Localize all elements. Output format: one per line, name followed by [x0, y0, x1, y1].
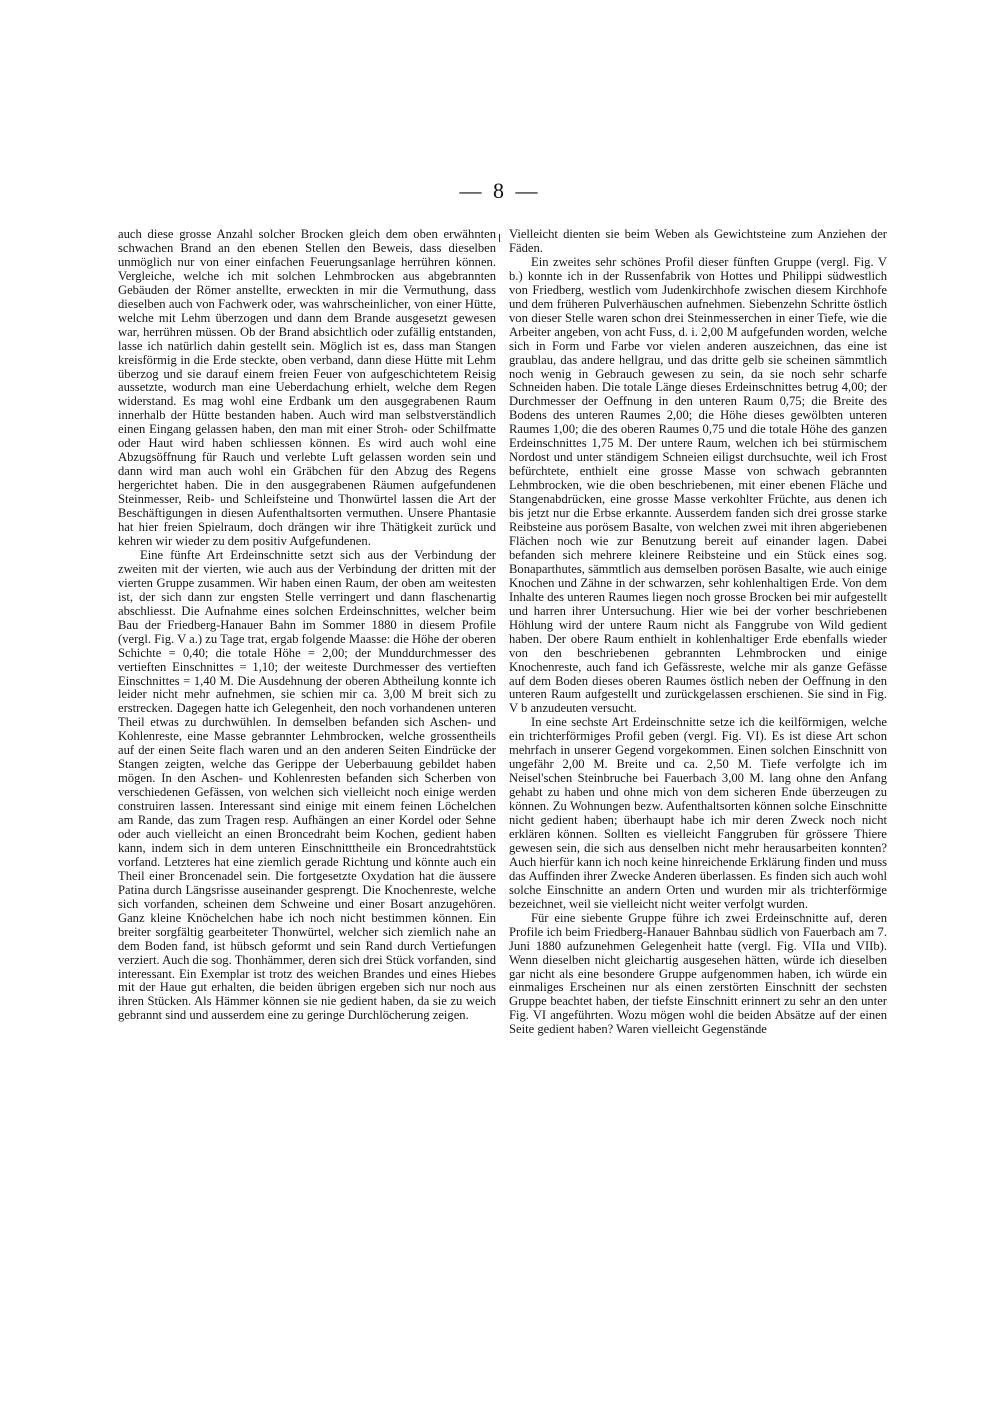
left-column	[118, 228, 496, 1258]
page-number: — 8 —	[459, 178, 541, 203]
right-column	[509, 228, 887, 1258]
left-paragraph-2: Eine fünfte Art Erdeinschnitte setzt sich aus der Verbindung der zweiten mit der vierten, wie auch aus der Verbindung der dritten mit der vierten Gruppe zusammen. Wir haben einen Raum, der oben am weitesten ist, der sich dann zur engsten Stelle verringert und dann flaschenartig abschliesst. Die Aufnahme eines solchen Erdeinschnittes, welcher beim Bau der Friedberg-Hanauer Bahn im Sommer 1880 in diesem Profile (vergl. Fig. V a.) zu Tage trat, ergab folgende Maasse: die Höhe der oberen Schichte = 0,40; die totale Höhe = 2,00; der Munddurchmesser des vertieften Einschnittes = 1,10; der weiteste Durchmesser des vertieften Einschnittes = 1,40 M. Die Ausdehnung der oberen Abtheilung konnte ich leider nicht mehr aufnehmen, sie schien mir ca. 3,00 M breit sich zu erstrecken. Dagegen hatte ich Gelegenheit, den noch vorhandenen unteren Theil etwas zu durchwühlen. In demselben befanden sich Aschen- und Kohlenreste, eine Masse gebrannter Lehmbrocken, welche grossentheils auf der einen Seite flach waren und an den anderen Seiten Eindrücke der Stangen zeigten, welche das Gerippe der Ueberbauung gebildet haben mögen. In den Aschen- und Kohlenresten befanden sich Scherben von verschiedenen Gefässen, von welchen sich vielleicht noch einige werden construiren lassen. Interessant sind einige mit einem feinen Löchelchen am Rande, das zum Tragen resp. Aufhängen an einer Kordel oder Sehne oder auch vielleicht an einen Broncedraht beim Kochen, gedient haben kann, indem sich in dem unteren Einschnitttheile ein Broncedrahtstück vorfand. Letzteres hat eine ziemlich gerade Richtung und könnte auch ein Theil einer Broncenadel sein. Die fortgesetzte Oxydation hat die äussere Patina durch Längsrisse auseinander gesprengt. Die Knochenreste, welche sich vorfanden, scheinen dem Schweine und einer Bosart anzugehören. Ganz kleine Knöchelchen habe ich noch nicht bestimmen können. Ein breiter sorgfältig gearbeiteter Thonwürtel, welcher sich ziemlich nahe an dem Boden fand, ist hübsch geformt und sein Rand durch Vertiefungen verziert. Auch die sog. Thonhämmer, deren sich drei Stück vorfanden, sind interessant. Ein Exemplar ist trotz des weichen Brandes und eines Hiebes mit der Haue gut erhalten, die beiden übrigen ergeben sich nur noch aus ihren Stücken. Als Hämmer können sie nie gedient haben, da sie zu weich gebrannt sind und ausserdem eine zu geringe Durchlöcherung zeigen.	[118, 547, 496, 1023]
right-paragraph-2: Ein zweites sehr schönes Profil dieser fünften Gruppe (vergl. Fig. V b.) konnte ich in der Russenfabrik von Hottes und Philippi südwestlich von Friedberg, westlich vom Judenkirchhofe zwischen diesem Kirchhofe und dem früheren Pulverhäuschen aufnehmen. Siebenzehn Schritte östlich von dieser Stelle waren schon drei Steinmesserchen in einer Tiefe, wie die Arbeiter angeben, von acht Fuss, d. i. 2,00 M aufgefunden worden, welche sich in Form und Farbe vor vielen anderen auszeichnen, das eine ist graublau, das andere hellgrau, und das dritte gelb sie scheinen sämmtlich noch wenig in Gebrauch gewesen zu sein, da sie noch sehr scharfe Schneiden haben. Die totale Länge dieses Erdeinschnittes betrug 4,00; der Durchmesser der Oeffnung in den unteren Raum 0,75; die Breite des Bodens des unteren Raumes 2,00; die Höhe dieses gewölbten unteren Raumes 1,00; die des oberen Raumes 0,75 und die totale Höhe des ganzen Erdeinschnittes 1,75 M. Der untere Raum, welchen ich bei stürmischem Nordost und unter ständigem Schneien eiligst durchsuchte, weil ich Frost befürchtete, enthielt eine grosse Masse von schwach gebrannten Lehmbrocken, wie die oben beschriebenen, mit einer ebenen Fläche und Stangenabdrücken, eine grosse Masse verkohlter Früchte, aus denen ich bis jetzt nur die Erbse erkannte. Ausserdem fanden sich drei grosse starke Reibsteine aus porösem Basalte, von welchen zwei mit ihren abgeriebenen Flächen noch wie zur Benutzung bereit auf einander lagen. Dabei befanden sich mehrere kleinere Reibsteine und ein Stück eines sog. Bonaparthutes, sämmtlich aus demselben porösen Basalte, wie auch einige Knochen und Zähne in der schwarzen, sehr kohlenhaltigen Erde. Von dem Inhalte des unteren Raumes liegen noch grosse Brocken bei mir aufgestellt und harren ihrer Untersuchung. Hier wie bei der vorher beschriebenen Höhlung wird der untere Raum nicht als Fanggrube von Wild gedient haben. Der obere Raum enthielt in kohlenhaltiger Erde ebenfalls wieder von den beschriebenen gebrannten Lehmbrocken und einige Knochenreste, auch fand ich Gefässreste, welche mir als ganze Gefässe auf dem Boden dieses oberen Raumes östlich neben der Oeffnung in den unteren Raum aufgestellt und zurückgelassen erschienen. Sie sind in Fig. V b anzudeuten versucht.	[509, 254, 887, 716]
right-paragraph-3: In eine sechste Art Erdeinschnitte setze ich die keilförmigen, welche ein trichterförmiges Profil geben (vergl. Fig. VI). Es ist diese Art schon mehrfach in unserer Gegend vorgekommen. Einen solchen Einschnitt von ungefähr 2,00 M. Breite und ca. 2,50 M. Tiefe verfolgte ich im Neisel'schen Steinbruche bei Fauerbach 3,00 M. lang ohne den Anfang gehabt zu haben und ohne mich von dem sicheren Ende überzeugen zu können. Zu Wohnungen bezw. Aufenthaltsorten können solche Einschnitte nicht gedient haben; überhaupt habe ich mir deren Zweck noch nicht erklären können. Sollten es vielleicht Fanggruben für grössere Thiere gewesen sein, die sich aus denselben nicht mehr herausarbeiten konnten? Auch hierfür kann ich noch keine hinreichende Erklärung finden und muss das Auffinden ihrer Zwecke Anderen überlassen. Es finden sich auch wohl solche Einschnitte an andern Orten und wurden mir als trichterförmige bezeichnet, weil sie vielleicht nicht weiter verfolgt wurden.	[509, 715, 887, 911]
column-divider	[499, 234, 500, 242]
left-paragraph-1: auch diese grosse Anzahl solcher Brocken gleich dem oben erwähnten schwachen Brand an den ebenen Stellen den Beweis, dass dieselben unmöglich nur von einer einfachen Feuerungsanlage herrühren können. Vergleiche, welche ich mit solchen Lehmbrocken aus abgebrannten Gebäuden der Römer anstellte, erweckten in mir die Vermuthung, dass dieselben auch von Fachwerk oder, was wahrscheinlicher, von einer Hütte, welche mit Lehm überzogen und dann dem Brande ausgesetzt gewesen war, herrühren müssen. Ob der Brand absichtlich oder zufällig entstanden, lasse ich natürlich dahin gestellt sein. Möglich ist es, dass man Stangen kreisförmig in die Erde steckte, oben verband, dann diese Hütte mit Lehm überzog und sie darauf einem freien Feuer von aufgeschichtetem Reisig aussetzte, wodurch man eine Ueberdachung erhielt, welche dem Regen widerstand. Es mag wohl eine Erdbank um den ausgegrabenen Raum innerhalb der Hütte bestanden haben. Auch wird man selbstverständlich einen Eingang gelassen haben, den man mit einer Stroh- oder Schilfmatte oder Haut wird haben schliessen können. Es wird auch wohl eine Abzugsöffnung für Rauch und verlebte Luft gelassen worden sein und dann wird man auch wohl ein Gräbchen für den Abzug des Regens hergerichtet haben. Die in den ausgegrabenen Räumen aufgefundenen Steinmesser, Reib- und Schleifsteine und Thonwürtel lassen die Art der Beschäftigungen in diesen Aufenthaltsorten vermuthen. Unsere Phantasie hat hier freien Spielraum, doch drängen wir ihre Thätigkeit zurück und kehren wir wieder zu dem positiv Aufgefundenen.	[118, 228, 496, 548]
right-paragraph-1: Vielleicht dienten sie beim Weben als Gewichtsteine zum Anziehen der Fäden.	[509, 228, 887, 255]
right-paragraph-4: Für eine siebente Gruppe führe ich zwei Erdeinschnitte auf, deren Profile ich beim Friedberg-Hanauer Bahnbau südlich von Fauerbach am 7. Juni 1880 aufzunehmen Gelegenheit hatte (vergl. Fig. VIIa und VIIb). Wenn dieselben nicht gleichartig ausgesehen hätten, würde ich dieselben gar nicht als eine besondere Gruppe aufgenommen haben, ich würde ein einmaliges Erscheinen nur als einen zerstörten Einschnitt der sechsten Gruppe beachtet haben, der tiefste Einschnitt erinnert zu sehr an den unter Fig. VI angeführten. Wozu mögen wohl die beiden Absätze auf der einen Seite gedient haben? Waren vielleicht Gegenstände	[509, 910, 887, 1037]
